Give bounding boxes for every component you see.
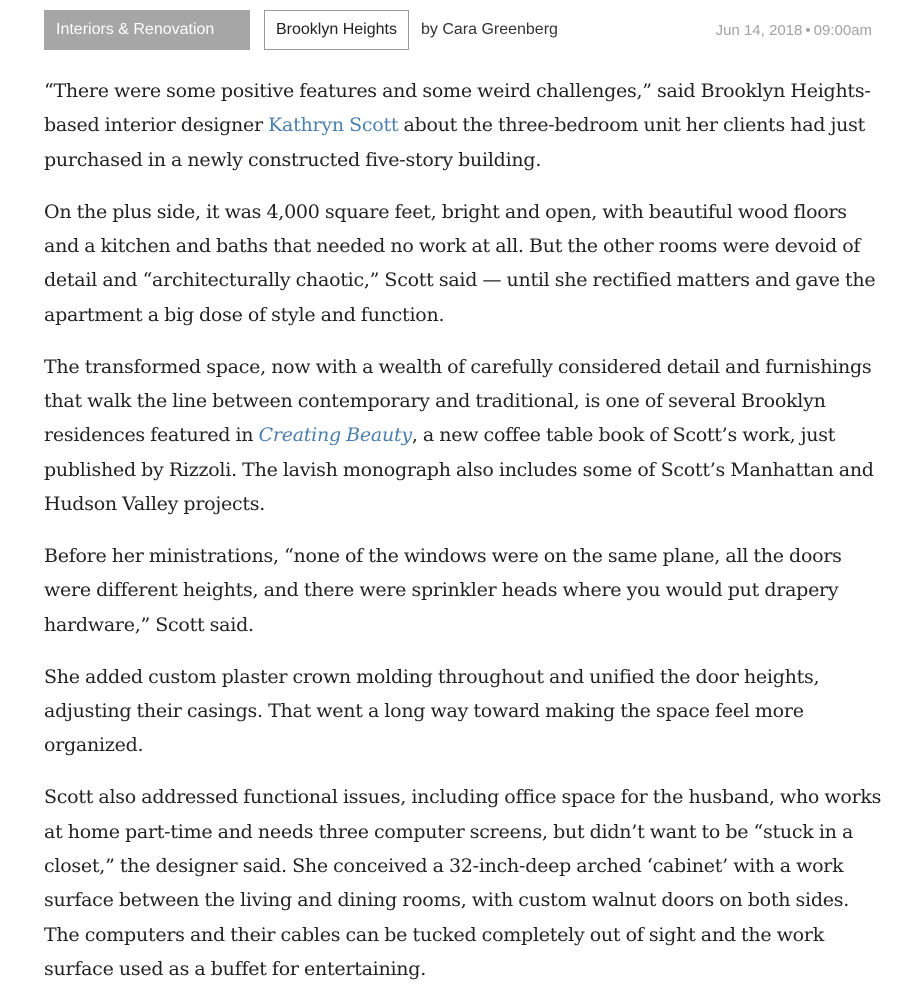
author-link[interactable]: Cara Greenberg (442, 21, 558, 38)
paragraph-1-text-b: about the three-bedroom unit her clients had just purchased in a newly constructed five-story building. (44, 114, 866, 171)
book-title: Creating Beauty (258, 424, 412, 447)
byline-prefix: by (420, 21, 438, 38)
date-separator: • (805, 21, 811, 39)
paragraph-1-text-a: “There were some positive features and some weird challenges,” said Brooklyn Heights-based interior designer (44, 80, 871, 137)
publish-date: Jun 14, 2018 (715, 21, 803, 39)
paragraph-3-text-a: The transformed space, now with a wealth of carefully considered detail and furnishings that walk the line between contemporary and traditional, is one of several Brooklyn residences featured in (44, 355, 872, 447)
paragraph-2: On the plus side, it was 4,000 square feet, bright and open, with beautiful wood floors and a kitchen and baths that needed no work at all. But the other rooms were devoid of detail and “architecturally chaotic,” Scott said — until she rectified matters and gave the apartment a big dose of style and function. (44, 200, 876, 326)
location-tag[interactable]: Brooklyn Heights (264, 10, 409, 50)
paragraph-3-text-b: , a new coffee table book of Scott’s work, just published by Rizzoli. The lavish monograph also includes some of Scott’s Manhattan and Hudson Valley projects. (44, 424, 874, 516)
paragraph-5: She added custom plaster crown molding throughout and unified the door heights, adjusting their casings. That went a long way toward making the space feel more organized. (44, 665, 820, 757)
publish-dateline (716, 22, 874, 39)
byline (421, 21, 558, 39)
paragraph-4: Before her ministrations, “none of the windows were on the same plane, all the doors were different heights, and there were sprinkler heads where you would put drapery hardware,” Scott said. (44, 545, 842, 636)
paragraph-3 (44, 350, 884, 522)
article-body (44, 74, 884, 1004)
paragraph-1 (44, 74, 884, 177)
category-tag[interactable]: Interiors & Renovation (44, 10, 250, 50)
article-meta-bar (44, 10, 874, 50)
book-link[interactable] (259, 424, 412, 446)
paragraph-6: Scott also addressed functional issues, including office space for the husband, who works at home part-time and needs three computer screens, but didn’t want to be “stuck in a closet,” the designer said. She conceived a 32-inch-deep arched ‘cabinet’ with a work surface between the living and dining rooms, with custom walnut doors on both sides. The computers and their cables can be tucked completely out of sight and the work surface used as a buffet for entertaining. (44, 786, 882, 981)
publish-time: 09:00am (813, 21, 872, 39)
designer-link[interactable]: Kathryn Scott (268, 114, 399, 137)
